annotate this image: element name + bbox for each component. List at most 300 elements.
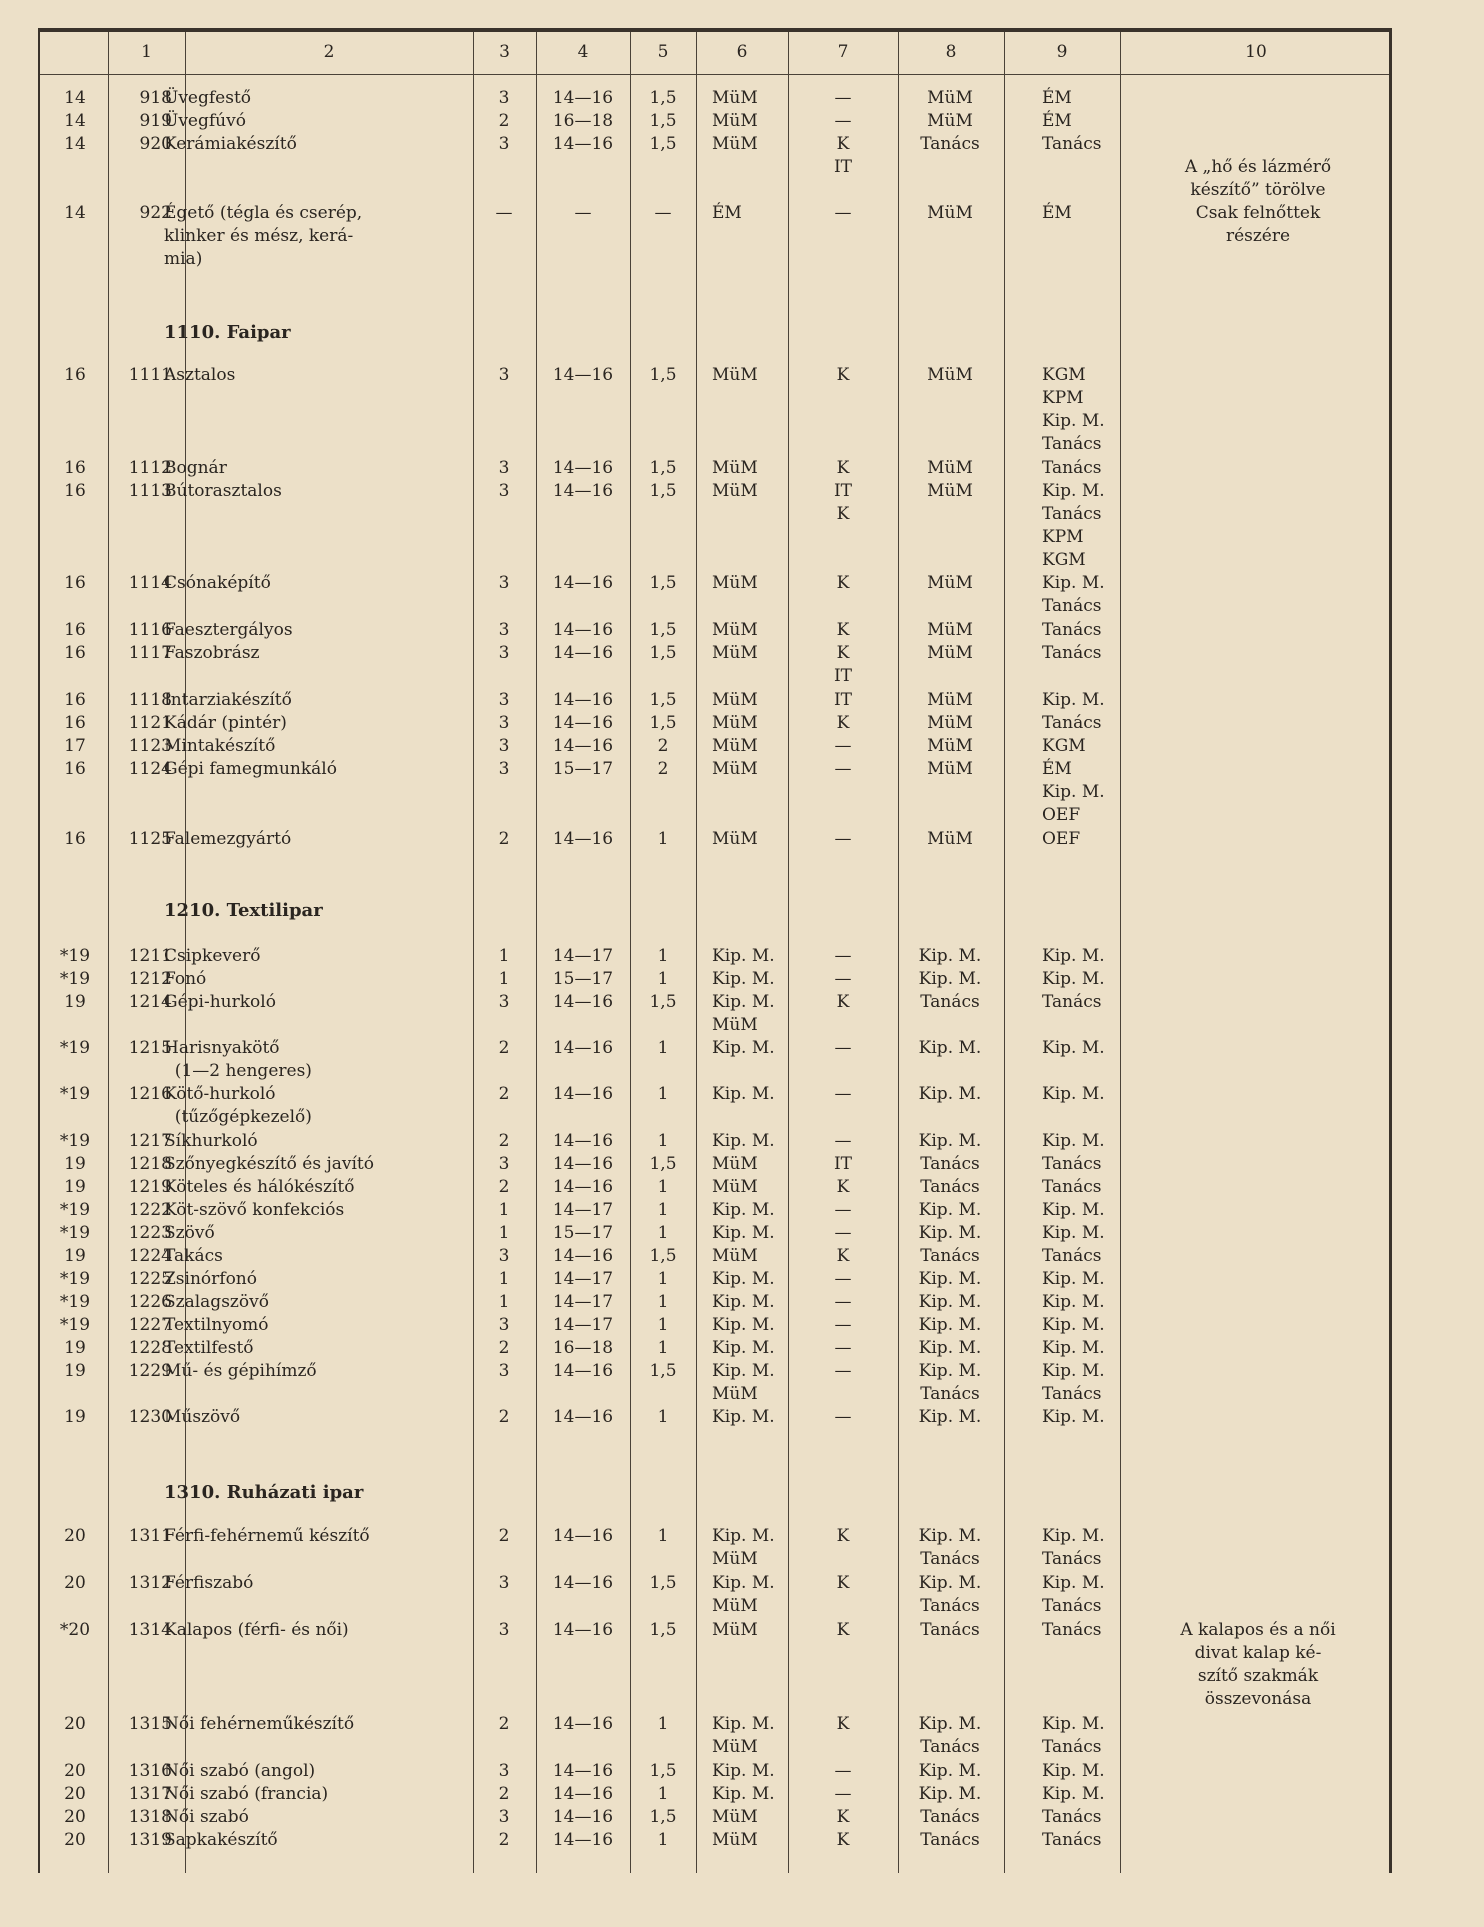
row-col4: 14—16 [552, 365, 614, 385]
row-col8: Kip. M. [918, 1084, 982, 1104]
row-col3: 3 [498, 992, 510, 1012]
row-col5: 1,5 [649, 365, 677, 385]
row-col3: 3 [498, 643, 510, 663]
row-category: 20 [64, 1830, 86, 1850]
row-col3: 2 [498, 1714, 510, 1734]
row-col7: K [836, 992, 850, 1012]
row-occupation-name: Üvegfestő [164, 88, 252, 108]
row-occupation-name: Mű- és gépihímző [164, 1361, 317, 1381]
row-col9: Tanács [1042, 1807, 1102, 1827]
row-occupation-name: Női szabó (angol) [164, 1761, 316, 1781]
row-col8: MüM [927, 88, 973, 108]
row-category: 16 [64, 713, 86, 733]
column-header-8: 8 [945, 42, 957, 62]
row-col7: — [834, 111, 852, 131]
row-code: 1121 [128, 713, 172, 733]
row-category: *20 [59, 1620, 91, 1640]
row-col7: — [834, 1038, 852, 1058]
row-occupation-name: Köt-szövő konfekciós [164, 1200, 345, 1220]
row-col5: 1 [657, 1714, 669, 1734]
row-col8: Kip. M. Tanács [918, 1714, 982, 1757]
section-heading: 1310. Ruházati ipar [164, 1482, 364, 1503]
row-col9: Tanács [1042, 1154, 1102, 1174]
row-col7: — [834, 1407, 852, 1427]
row-col4: 14—16 [552, 1784, 614, 1804]
row-col7: K [836, 573, 850, 593]
row-col9: KGM [1042, 736, 1086, 756]
row-col6: ÉM [712, 203, 742, 223]
column-header-9: 9 [1056, 42, 1068, 62]
row-col3: — [495, 203, 513, 223]
row-col9: Kip. M. [1042, 690, 1105, 710]
row-col9: Kip. M. Tanács [1042, 1526, 1105, 1569]
row-col4: 15—17 [552, 759, 614, 779]
row-col6: Kip. M. MüM [712, 1361, 775, 1404]
row-category: 19 [64, 1361, 86, 1381]
row-col5: 1 [657, 1131, 669, 1151]
row-col9: Tanács [1042, 1830, 1102, 1850]
row-occupation-name: Textilnyomó [164, 1315, 269, 1335]
row-col6: MüM [712, 829, 758, 849]
row-col9: Kip. M. [1042, 1407, 1105, 1427]
row-col5: 1,5 [649, 481, 677, 501]
row-col8: Kip. M. [918, 1292, 982, 1312]
row-category: 20 [64, 1714, 86, 1734]
row-col9: OEF [1042, 829, 1081, 849]
row-col10-note: Csak felnőttek részére [1195, 203, 1321, 246]
row-col7: — [834, 1338, 852, 1358]
row-col5: 1 [657, 1784, 669, 1804]
row-category: 14 [64, 134, 86, 154]
row-occupation-name: Női szabó (francia) [164, 1784, 329, 1804]
row-col9: Kip. M. [1042, 1761, 1105, 1781]
row-col3: 2 [498, 1131, 510, 1151]
row-col4: 14—17 [552, 1200, 614, 1220]
row-col3: 3 [498, 1761, 510, 1781]
row-occupation-name: Kerámiakészítő [164, 134, 297, 154]
row-occupation-name: Takács [164, 1246, 223, 1266]
row-col5: 1,5 [649, 1154, 677, 1174]
column-divider [1120, 32, 1121, 1873]
column-divider [788, 32, 789, 1873]
row-col8: MüM [927, 736, 973, 756]
row-code: 1317 [128, 1784, 172, 1804]
row-col3: 1 [498, 1269, 510, 1289]
row-code: 1223 [128, 1223, 172, 1243]
row-col4: 14—16 [552, 573, 614, 593]
row-col4: 15—17 [552, 1223, 614, 1243]
row-col6: MüM [712, 1620, 758, 1640]
row-col3: 2 [498, 1407, 510, 1427]
row-col9: Kip. M. [1042, 1784, 1105, 1804]
row-col7: K [836, 1177, 850, 1197]
row-col8: Kip. M. [918, 1338, 982, 1358]
header-rule [40, 74, 1389, 75]
column-divider [696, 32, 697, 1873]
row-col5: 1,5 [649, 134, 677, 154]
row-col7: — [834, 759, 852, 779]
row-category: 16 [64, 481, 86, 501]
column-header-10: 10 [1245, 42, 1267, 62]
column-header-5: 5 [657, 42, 669, 62]
row-col8: Kip. M. [918, 1407, 982, 1427]
row-category: 14 [64, 203, 86, 223]
row-occupation-name: Asztalos [164, 365, 236, 385]
row-col4: 14—16 [552, 1573, 614, 1593]
row-col4: 14—16 [552, 1761, 614, 1781]
row-col3: 3 [498, 481, 510, 501]
row-col5: 1 [657, 946, 669, 966]
row-code: 1229 [128, 1361, 172, 1381]
row-occupation-name: Falemezgyártó [164, 829, 292, 849]
row-occupation-name: Síkhurkoló [164, 1131, 258, 1151]
column-header-7: 7 [837, 42, 849, 62]
row-col9: Kip. M. Tanács [1042, 1361, 1105, 1404]
row-code: 919 [139, 111, 172, 131]
row-code: 1117 [128, 643, 172, 663]
row-code: 1230 [128, 1407, 172, 1427]
row-col5: 1 [657, 1338, 669, 1358]
column-header-2: 2 [323, 42, 335, 62]
row-col8: Tanács [920, 1620, 980, 1640]
row-code: 1227 [128, 1315, 172, 1335]
row-occupation-name: Szalagszövő [164, 1292, 269, 1312]
row-col8: MüM [927, 713, 973, 733]
row-category: 20 [64, 1784, 86, 1804]
row-col9: Tanács [1042, 713, 1102, 733]
row-col6: MüM [712, 759, 758, 779]
row-col7: — [834, 969, 852, 989]
row-col3: 1 [498, 1200, 510, 1220]
row-col6: Kip. M. [712, 1292, 775, 1312]
row-col7: K [836, 713, 850, 733]
column-divider [630, 32, 631, 1873]
row-col4: 14—16 [552, 458, 614, 478]
row-col5: 1,5 [649, 690, 677, 710]
row-col3: 2 [498, 1830, 510, 1850]
row-col5: 1,5 [649, 643, 677, 663]
row-category: *19 [59, 1292, 91, 1312]
row-occupation-name: Intarziakészítő [164, 690, 292, 710]
row-col6: MüM [712, 690, 758, 710]
row-col7: — [834, 1200, 852, 1220]
row-occupation-name: Köteles és hálókészítő [164, 1177, 355, 1197]
row-code: 1118 [128, 690, 172, 710]
row-category: 20 [64, 1573, 86, 1593]
row-col5: 1 [657, 1407, 669, 1427]
row-col3: 2 [498, 1177, 510, 1197]
row-col7: K [836, 620, 850, 640]
row-category: 16 [64, 365, 86, 385]
row-col6: Kip. M. [712, 1407, 775, 1427]
row-col9: KGM KPM Kip. M. Tanács [1042, 365, 1105, 454]
row-col8: Kip. M. [918, 1784, 982, 1804]
row-occupation-name: Bútorasztalos [164, 481, 282, 501]
row-col5: 1,5 [649, 713, 677, 733]
row-col3: 3 [498, 1361, 510, 1381]
row-col7: K [836, 1620, 850, 1640]
row-col4: 14—16 [552, 1714, 614, 1734]
row-col6: MüM [712, 1830, 758, 1850]
row-col8: Tanács [920, 1154, 980, 1174]
row-col5: 1,5 [649, 1761, 677, 1781]
row-col8: Kip. M. [918, 1761, 982, 1781]
row-col5: 1,5 [649, 88, 677, 108]
row-col9: Kip. M. [1042, 1269, 1105, 1289]
row-col5: 1 [657, 1269, 669, 1289]
row-col5: 1,5 [649, 1807, 677, 1827]
row-code: 1218 [128, 1154, 172, 1174]
row-category: 20 [64, 1807, 86, 1827]
row-col4: 14—16 [552, 1038, 614, 1058]
section-heading: 1110. Faipar [164, 322, 291, 343]
row-col7: K [836, 458, 850, 478]
row-code: 1316 [128, 1761, 172, 1781]
row-col6: Kip. M. [712, 969, 775, 989]
column-divider [536, 32, 537, 1873]
row-col8: MüM [927, 690, 973, 710]
row-col9: Kip. M. Tanács KPM KGM [1042, 481, 1105, 570]
row-col4: 14—16 [552, 1084, 614, 1104]
row-code: 1124 [128, 759, 172, 779]
row-col6: Kip. M. [712, 1223, 775, 1243]
row-col9: Kip. M. Tanács [1042, 573, 1105, 616]
row-code: 1125 [128, 829, 172, 849]
row-col8: Kip. M. [918, 1269, 982, 1289]
row-col4: 14—16 [552, 643, 614, 663]
row-col6: MüM [712, 643, 758, 663]
column-header-4: 4 [577, 42, 589, 62]
row-col5: 1,5 [649, 1620, 677, 1640]
row-col4: 14—16 [552, 1154, 614, 1174]
row-col5: 1 [657, 1526, 669, 1546]
row-col7: — [834, 88, 852, 108]
row-category: 19 [64, 1177, 86, 1197]
row-col8: MüM [927, 111, 973, 131]
row-col4: 14—16 [552, 690, 614, 710]
row-col9: Kip. M. [1042, 1084, 1105, 1104]
row-col4: 14—16 [552, 992, 614, 1012]
row-col8: MüM [927, 365, 973, 385]
row-occupation-name: Szövő [164, 1223, 215, 1243]
row-col6: Kip. M. [712, 1269, 775, 1289]
row-col8: MüM [927, 481, 973, 501]
row-col3: 3 [498, 620, 510, 640]
row-occupation-name: Faesztergályos [164, 620, 293, 640]
row-code: 1219 [128, 1177, 172, 1197]
row-col7: IT [833, 1154, 853, 1174]
row-col9: Tanács [1042, 992, 1102, 1012]
row-col3: 3 [498, 1807, 510, 1827]
row-col7: K IT [833, 134, 853, 177]
row-code: 918 [139, 88, 172, 108]
row-col6: Kip. M. [712, 946, 775, 966]
row-col3: 1 [498, 946, 510, 966]
row-code: 1116 [128, 620, 172, 640]
row-col7: — [834, 1784, 852, 1804]
row-col9: Kip. M. Tanács [1042, 1573, 1105, 1616]
row-col8: Kip. M. [918, 946, 982, 966]
row-col3: 3 [498, 713, 510, 733]
row-col9: ÉM [1042, 88, 1072, 108]
row-occupation-name: Textilfestő [164, 1338, 254, 1358]
row-col7: — [834, 1269, 852, 1289]
row-col8: MüM [927, 573, 973, 593]
row-col5: 1,5 [649, 458, 677, 478]
row-col7: K [836, 1714, 850, 1734]
row-col4: 14—16 [552, 1361, 614, 1381]
row-occupation-name: Faszobrász [164, 643, 260, 663]
row-category: 19 [64, 1246, 86, 1266]
row-col6: Kip. M. [712, 1338, 775, 1358]
row-col6: MüM [712, 1807, 758, 1827]
row-code: 1314 [128, 1620, 172, 1640]
row-col8: Tanács [920, 1807, 980, 1827]
row-col8: Kip. M. [918, 1200, 982, 1220]
row-col4: 14—16 [552, 1526, 614, 1546]
row-category: 16 [64, 573, 86, 593]
row-category: 19 [64, 1407, 86, 1427]
row-occupation-name: Női fehérneműkészítő [164, 1714, 355, 1734]
row-col3: 3 [498, 88, 510, 108]
row-col5: 1,5 [649, 1246, 677, 1266]
row-col4: 14—16 [552, 1830, 614, 1850]
row-col6: MüM [712, 134, 758, 154]
row-code: 1315 [128, 1714, 172, 1734]
row-col9: Kip. M. [1042, 1223, 1105, 1243]
row-code: 1225 [128, 1269, 172, 1289]
row-col5: 1 [657, 1223, 669, 1243]
row-occupation-name: Szőnyegkészítő és javító [164, 1154, 374, 1174]
row-col9: Tanács [1042, 1177, 1102, 1197]
row-occupation-name: Kalapos (férfi- és női) [164, 1620, 349, 1640]
row-category: *19 [59, 1038, 91, 1058]
row-category: *19 [59, 946, 91, 966]
row-col3: 2 [498, 1526, 510, 1546]
row-col4: 14—16 [552, 134, 614, 154]
row-category: 19 [64, 1338, 86, 1358]
row-occupation-name: Kötő-hurkoló (tűzőgépkezelő) [164, 1084, 312, 1127]
row-col9: Kip. M. [1042, 1038, 1105, 1058]
row-col6: MüM [712, 1154, 758, 1174]
row-col5: 1 [657, 1038, 669, 1058]
row-col9: ÉM [1042, 203, 1072, 223]
row-col7: K [836, 1573, 850, 1593]
row-col8: Kip. M. Tanács [918, 1573, 982, 1616]
row-col5: 1,5 [649, 111, 677, 131]
row-col5: 1 [657, 969, 669, 989]
row-code: 1113 [128, 481, 172, 501]
row-col3: 2 [498, 1784, 510, 1804]
row-code: 1318 [128, 1807, 172, 1827]
row-col3: 1 [498, 969, 510, 989]
row-col9: Kip. M. [1042, 1292, 1105, 1312]
row-code: 920 [139, 134, 172, 154]
row-occupation-name: Sapkakészítő [164, 1830, 278, 1850]
row-col9: ÉM [1042, 111, 1072, 131]
row-col8: MüM [927, 829, 973, 849]
row-col5: 1 [657, 1177, 669, 1197]
row-col5: 1,5 [649, 620, 677, 640]
row-category: 19 [64, 992, 86, 1012]
row-category: 16 [64, 759, 86, 779]
row-col4: 14—16 [552, 88, 614, 108]
row-col4: 14—16 [552, 829, 614, 849]
row-code: 1215 [128, 1038, 172, 1058]
column-divider [1004, 32, 1005, 1873]
row-category: *19 [59, 1084, 91, 1104]
row-col3: 3 [498, 1620, 510, 1640]
row-col4: 16—18 [552, 111, 614, 131]
row-category: 20 [64, 1526, 86, 1546]
row-col8: Tanács [920, 134, 980, 154]
row-col5: 1,5 [649, 1361, 677, 1381]
row-code: 1114 [128, 573, 172, 593]
row-col3: 3 [498, 1154, 510, 1174]
row-col5: 1 [657, 829, 669, 849]
row-col3: 3 [498, 759, 510, 779]
row-occupation-name: Harisnyakötő (1—2 hengeres) [164, 1038, 312, 1081]
row-col7: — [834, 1315, 852, 1335]
row-col5: — [654, 203, 672, 223]
row-col9: Kip. M. [1042, 1200, 1105, 1220]
row-col5: 2 [657, 759, 669, 779]
row-col9: Kip. M. [1042, 1338, 1105, 1358]
row-occupation-name: Férfi-fehérnemű készítő [164, 1526, 370, 1546]
row-code: 1211 [128, 946, 172, 966]
row-col9: Kip. M. Tanács [1042, 1714, 1105, 1757]
row-col9: Tanács [1042, 134, 1102, 154]
row-col4: 14—16 [552, 1177, 614, 1197]
row-occupation-name: Gépi famegmunkáló [164, 759, 337, 779]
row-col8: Kip. M. [918, 1223, 982, 1243]
row-col5: 2 [657, 736, 669, 756]
row-col8: Kip. M. [918, 1038, 982, 1058]
row-col8: Kip. M. Tanács [918, 1526, 982, 1569]
row-category: 16 [64, 643, 86, 663]
row-col4: 14—16 [552, 1807, 614, 1827]
row-occupation-name: Csipkeverő [164, 946, 261, 966]
row-code: 1224 [128, 1246, 172, 1266]
row-code: 1311 [128, 1526, 172, 1546]
row-occupation-name: Égető (tégla és cserép, klinker és mész, kerá- mia) [164, 203, 363, 269]
row-category: *19 [59, 1269, 91, 1289]
row-col6: Kip. M. MüM [712, 1714, 775, 1757]
row-col8: MüM [927, 203, 973, 223]
row-col3: 3 [498, 573, 510, 593]
row-col5: 1,5 [649, 573, 677, 593]
row-col4: 14—16 [552, 1246, 614, 1266]
row-category: 16 [64, 620, 86, 640]
row-col4: 14—17 [552, 1315, 614, 1335]
row-col3: 1 [498, 1223, 510, 1243]
row-col7: — [834, 203, 852, 223]
row-category: *19 [59, 1200, 91, 1220]
row-col3: 1 [498, 1292, 510, 1312]
row-col6: MüM [712, 111, 758, 131]
row-col4: 14—16 [552, 620, 614, 640]
row-col9: Tanács [1042, 458, 1102, 478]
row-col6: Kip. M. [712, 1315, 775, 1335]
row-col3: 2 [498, 1084, 510, 1104]
row-col7: K [836, 1830, 850, 1850]
row-col8: Tanács [920, 1177, 980, 1197]
column-header-6: 6 [736, 42, 748, 62]
row-code: 1216 [128, 1084, 172, 1104]
row-code: 1319 [128, 1830, 172, 1850]
row-col4: 15—17 [552, 969, 614, 989]
row-col7: IT K [833, 481, 853, 524]
